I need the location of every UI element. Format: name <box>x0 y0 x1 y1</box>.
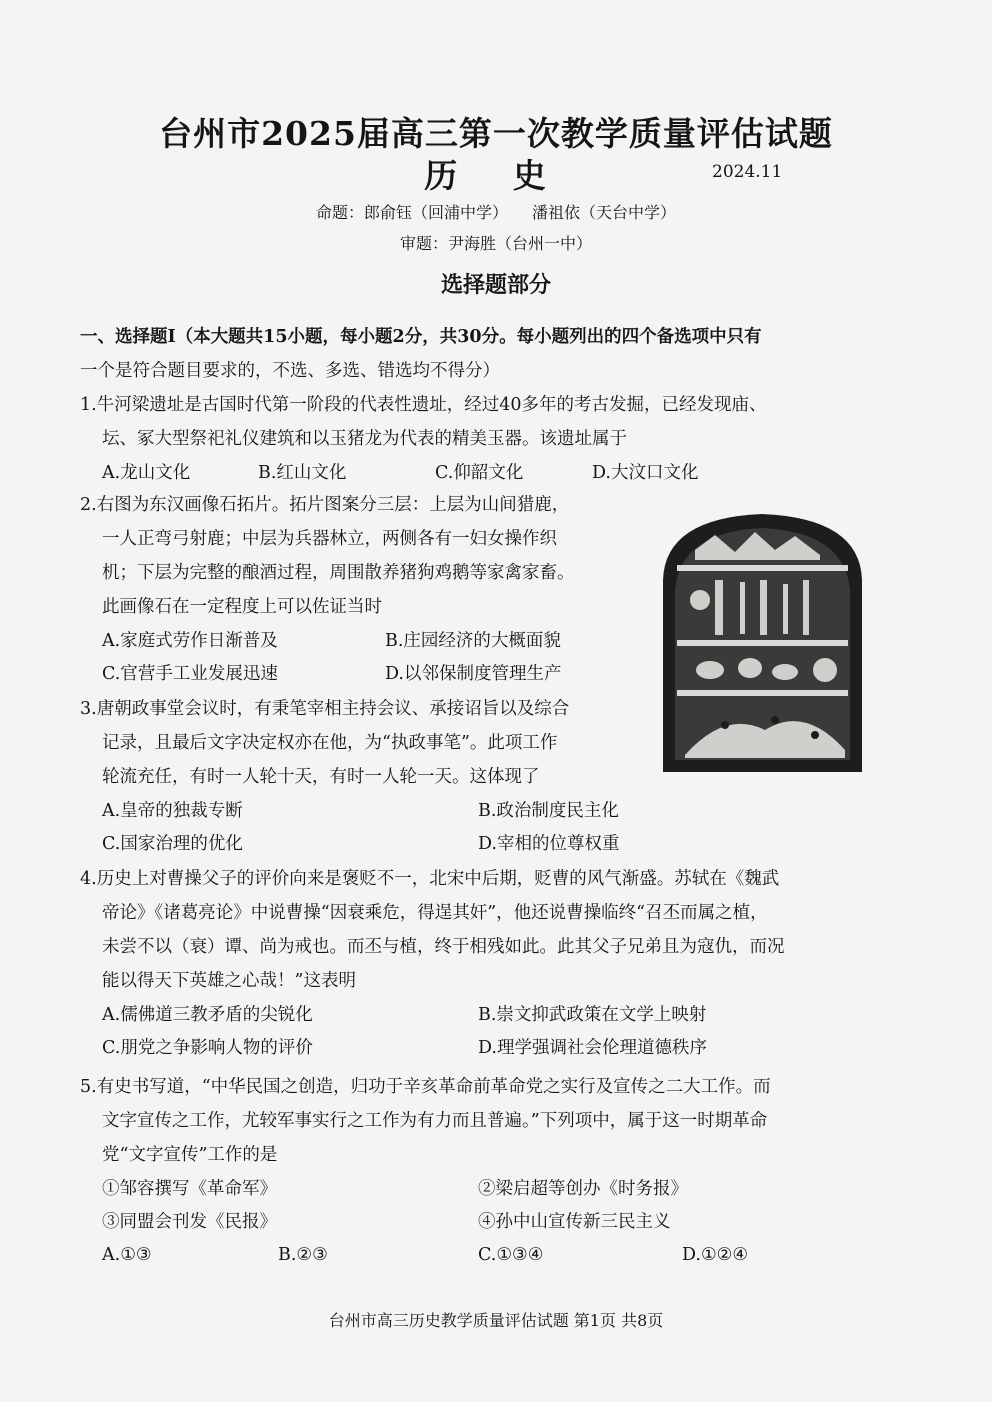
instructions-line: 一个是符合题目要求的，不选、多选、错选均不得分） <box>80 361 500 381</box>
item-4: ④孙中山宣传新三民主义 <box>478 1212 671 1232</box>
option-a: A.皇帝的独裁专断 <box>102 801 243 821</box>
option-c: C.官营手工业发展迅速 <box>102 664 278 684</box>
option-c: C.国家治理的优化 <box>102 834 243 854</box>
question-text: 轮流充任，有时一人轮十天，有时一人轮一天。这体现了 <box>102 767 540 787</box>
option-row <box>80 794 880 827</box>
question-text: 2.右图为东汉画像石拓片。拓片图案分三层：上层为山间猎鹿， <box>80 495 570 515</box>
option-a: A.龙山文化 <box>102 463 191 483</box>
question-text: 5.有史书写道，“中华民国之创造，归功于辛亥革命前革命党之实行及宣传之二大工作。而 <box>80 1077 771 1097</box>
option-a: A.儒佛道三教矛盾的尖锐化 <box>102 1005 313 1025</box>
option-a: A.①③ <box>102 1245 152 1265</box>
instructions-line: 一、选择题Ⅰ（本大题共15小题，每小题2分，共30分。每小题列出的四个备选项中只有 <box>80 327 762 347</box>
exam-subject: 历 史 <box>424 156 568 195</box>
option-d: D.以邻保制度管理生产 <box>385 664 562 684</box>
option-b: B.政治制度民主化 <box>478 801 619 821</box>
question-3 <box>80 692 880 860</box>
question-4 <box>80 862 880 1064</box>
option-c: C.仰韶文化 <box>435 463 524 483</box>
question-text: 此画像石在一定程度上可以佐证当时 <box>102 597 382 617</box>
option-row <box>80 1238 880 1271</box>
option-row <box>80 998 880 1031</box>
option-b: B.红山文化 <box>258 463 347 483</box>
exam-reviewer: 审题：尹海胜（台州一中） <box>399 234 592 253</box>
exam-title: 台州市2025届高三第一次教学质量评估试题 <box>159 114 833 153</box>
page-footer: 台州市高三历史教学质量评估试题 第1页 共8页 <box>328 1311 664 1330</box>
section-title: 选择题部分 <box>440 272 551 298</box>
option-d: D.①②④ <box>682 1245 749 1265</box>
question-text: 4.历史上对曹操父子的评价向来是褒贬不一，北宋中后期，贬曹的风气渐盛。苏轼在《魏武 <box>80 869 780 889</box>
option-row <box>80 456 880 489</box>
instructions <box>80 320 880 388</box>
question-text: 3.唐朝政事堂会议时，有秉笔宰相主持会议、承接诏旨以及综合 <box>80 699 570 719</box>
option-d: D.大汶口文化 <box>592 463 699 483</box>
question-text: 能以得天下英雄之心哉！”这表明 <box>102 971 356 991</box>
option-b: B.②③ <box>278 1245 328 1265</box>
option-a: A.家庭式劳作日渐普及 <box>102 631 278 651</box>
option-b: B.庄园经济的大概面貌 <box>385 631 561 651</box>
question-5 <box>80 1070 880 1271</box>
question-text: 1.牛河梁遗址是古国时代第一阶段的代表性遗址，经过40多年的考古发掘，已经发现庙、 <box>80 395 767 415</box>
option-c: C.①③④ <box>478 1245 544 1265</box>
item-3: ③同盟会刊发《民报》 <box>102 1212 277 1232</box>
option-b: B.崇文抑武政策在文学上映射 <box>478 1005 707 1025</box>
item-row <box>80 1205 880 1238</box>
question-text: 党“文字宣传”工作的是 <box>102 1145 278 1165</box>
question-1 <box>80 388 880 489</box>
option-row <box>80 827 880 860</box>
option-row <box>80 1031 880 1064</box>
question-text: 帝论》《诸葛亮论》中说曹操“因衰乘危，得逞其奸”，他还说曹操临终“召丕而属之植， <box>102 903 768 923</box>
exam-date: 2024.11 <box>712 162 783 182</box>
question-text: 坛、冢大型祭祀礼仪建筑和以玉猪龙为代表的精美玉器。该遗址属于 <box>102 429 627 449</box>
exam-authors: 命题：郎俞钰（回浦中学） 潘祖依（天台中学） <box>315 203 676 222</box>
option-c: C.朋党之争影响人物的评价 <box>102 1038 313 1058</box>
question-text: 记录，且最后文字决定权亦在他，为“执政事笔”。此项工作 <box>102 733 558 753</box>
question-text: 机；下层为完整的酿酒过程，周围散养猪狗鸡鹅等家禽家畜。 <box>102 563 575 583</box>
question-text: 文字宣传之工作，尤较军事实行之工作为有力而且普遍。”下列项中，属于这一时期革命 <box>102 1111 768 1131</box>
item-2: ②梁启超等创办《时务报》 <box>478 1179 688 1199</box>
option-d: D.宰相的位尊权重 <box>478 834 620 854</box>
item-row <box>80 1172 880 1205</box>
question-text: 一人正弯弓射鹿；中层为兵器林立，两侧各有一妇女操作织 <box>102 529 557 549</box>
question-text: 未尝不以（衰）谭、尚为戒也。而丕与植，终于相残如此。此其父子兄弟且为寇仇，而况 <box>102 937 785 957</box>
item-1: ①邹容撰写《革命军》 <box>102 1179 277 1199</box>
option-d: D.理学强调社会伦理道德秩序 <box>478 1038 707 1058</box>
